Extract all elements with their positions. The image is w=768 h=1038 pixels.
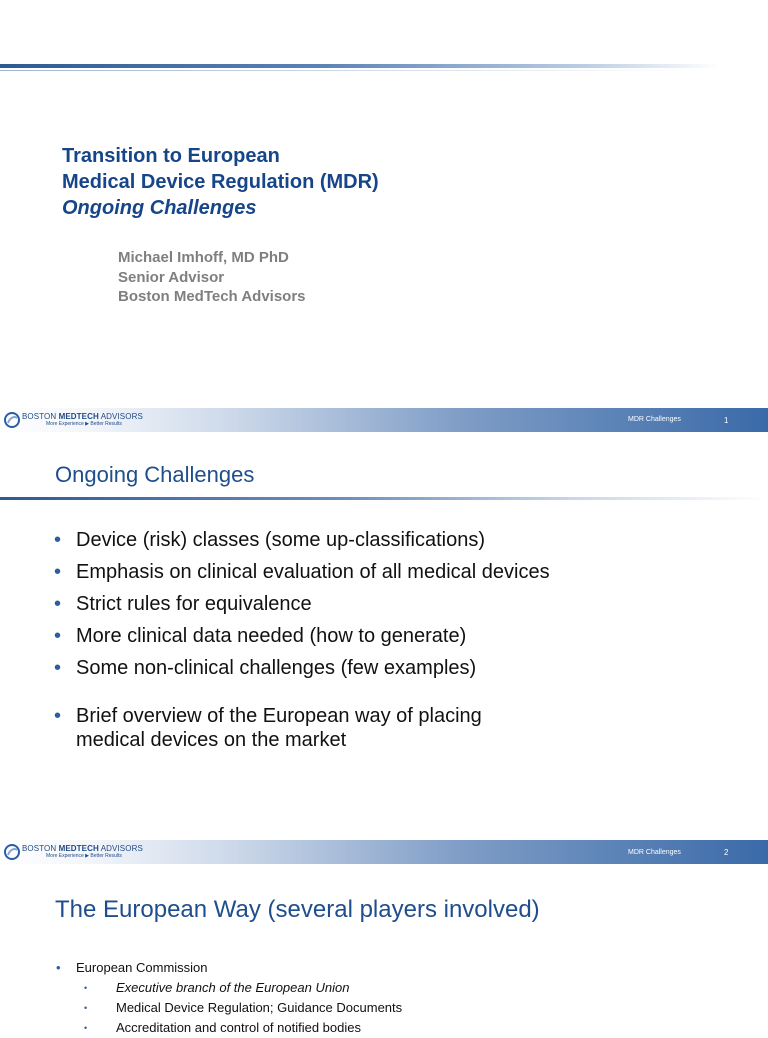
top-decorative-rule-thin	[0, 70, 700, 71]
sub-bullet-list	[56, 958, 402, 1038]
bullet-item: • Device (risk) classes (some up-classifications)	[54, 529, 485, 551]
logo-word-boston: BOSTON	[22, 412, 57, 421]
company-logo	[4, 840, 143, 864]
bullet-item: • Emphasis on clinical evaluation of all medical devices	[54, 561, 550, 583]
bullet-dot-icon: •	[84, 1023, 88, 1033]
bullet-item: • Strict rules for equivalence	[54, 593, 312, 615]
bullet-dot-icon: •	[54, 529, 62, 551]
bullet-dot-icon: •	[54, 561, 62, 583]
logo-word-medtech: MEDTECH	[58, 844, 99, 853]
logo-tagline: More Experience ▶ Better Results	[46, 853, 122, 859]
author-block	[118, 248, 306, 307]
presentation-title	[62, 143, 379, 221]
logo-word-advisors: ADVISORS	[100, 412, 143, 421]
sub-bullet-item: • Medical Device Regulation; Guidance Documents	[56, 998, 402, 1018]
bullet-dot-icon: •	[54, 625, 62, 647]
bullet-item: • Brief overview of the European way of placing medical devices on the market	[54, 705, 482, 751]
logo-swirl-icon	[4, 844, 20, 860]
bullet-list	[54, 528, 550, 752]
bullet-dot-icon: •	[84, 983, 88, 993]
title-rule	[0, 497, 768, 500]
bullet-item: • More clinical data needed (how to generate)	[54, 625, 467, 647]
slide-title: The European Way (several players involved)	[55, 896, 540, 923]
title-line-2: Medical Device Regulation (MDR)	[62, 171, 379, 193]
top-decorative-rule	[0, 64, 720, 68]
footer-label: MDR Challenges	[628, 849, 681, 856]
bullet-dot-icon: •	[54, 657, 62, 679]
logo-swirl-icon	[4, 412, 20, 428]
bullet-dot-icon: •	[56, 960, 61, 975]
logo-tagline: More Experience ▶ Better Results	[46, 421, 122, 427]
author-role: Senior Advisor	[118, 268, 225, 286]
page-number: 1	[724, 416, 729, 425]
title-line-1: Transition to European	[62, 145, 280, 167]
author-name: Michael Imhoff, MD PhD	[118, 249, 289, 266]
page-number: 2	[724, 848, 729, 857]
logo-word-boston: BOSTON	[22, 844, 57, 853]
company-logo	[4, 408, 143, 432]
bullet-dot-icon: •	[84, 1003, 88, 1013]
bullet-item: • Some non-clinical challenges (few examples)	[54, 657, 477, 679]
slide-title: Ongoing Challenges	[55, 462, 255, 487]
logo-word-medtech: MEDTECH	[58, 412, 99, 421]
bullet-item: • European Commission	[56, 958, 402, 978]
footer-label: MDR Challenges	[628, 416, 681, 423]
sub-bullet-item: • Accreditation and control of notified bodies	[56, 1018, 402, 1038]
bullet-dot-icon: •	[54, 705, 62, 727]
bullet-dot-icon: •	[54, 593, 62, 615]
sub-bullet-item: • Executive branch of the European Union	[56, 978, 402, 998]
title-subtitle: Ongoing Challenges	[62, 197, 257, 219]
author-company: Boston MedTech Advisors	[118, 288, 306, 305]
logo-word-advisors: ADVISORS	[100, 844, 143, 853]
